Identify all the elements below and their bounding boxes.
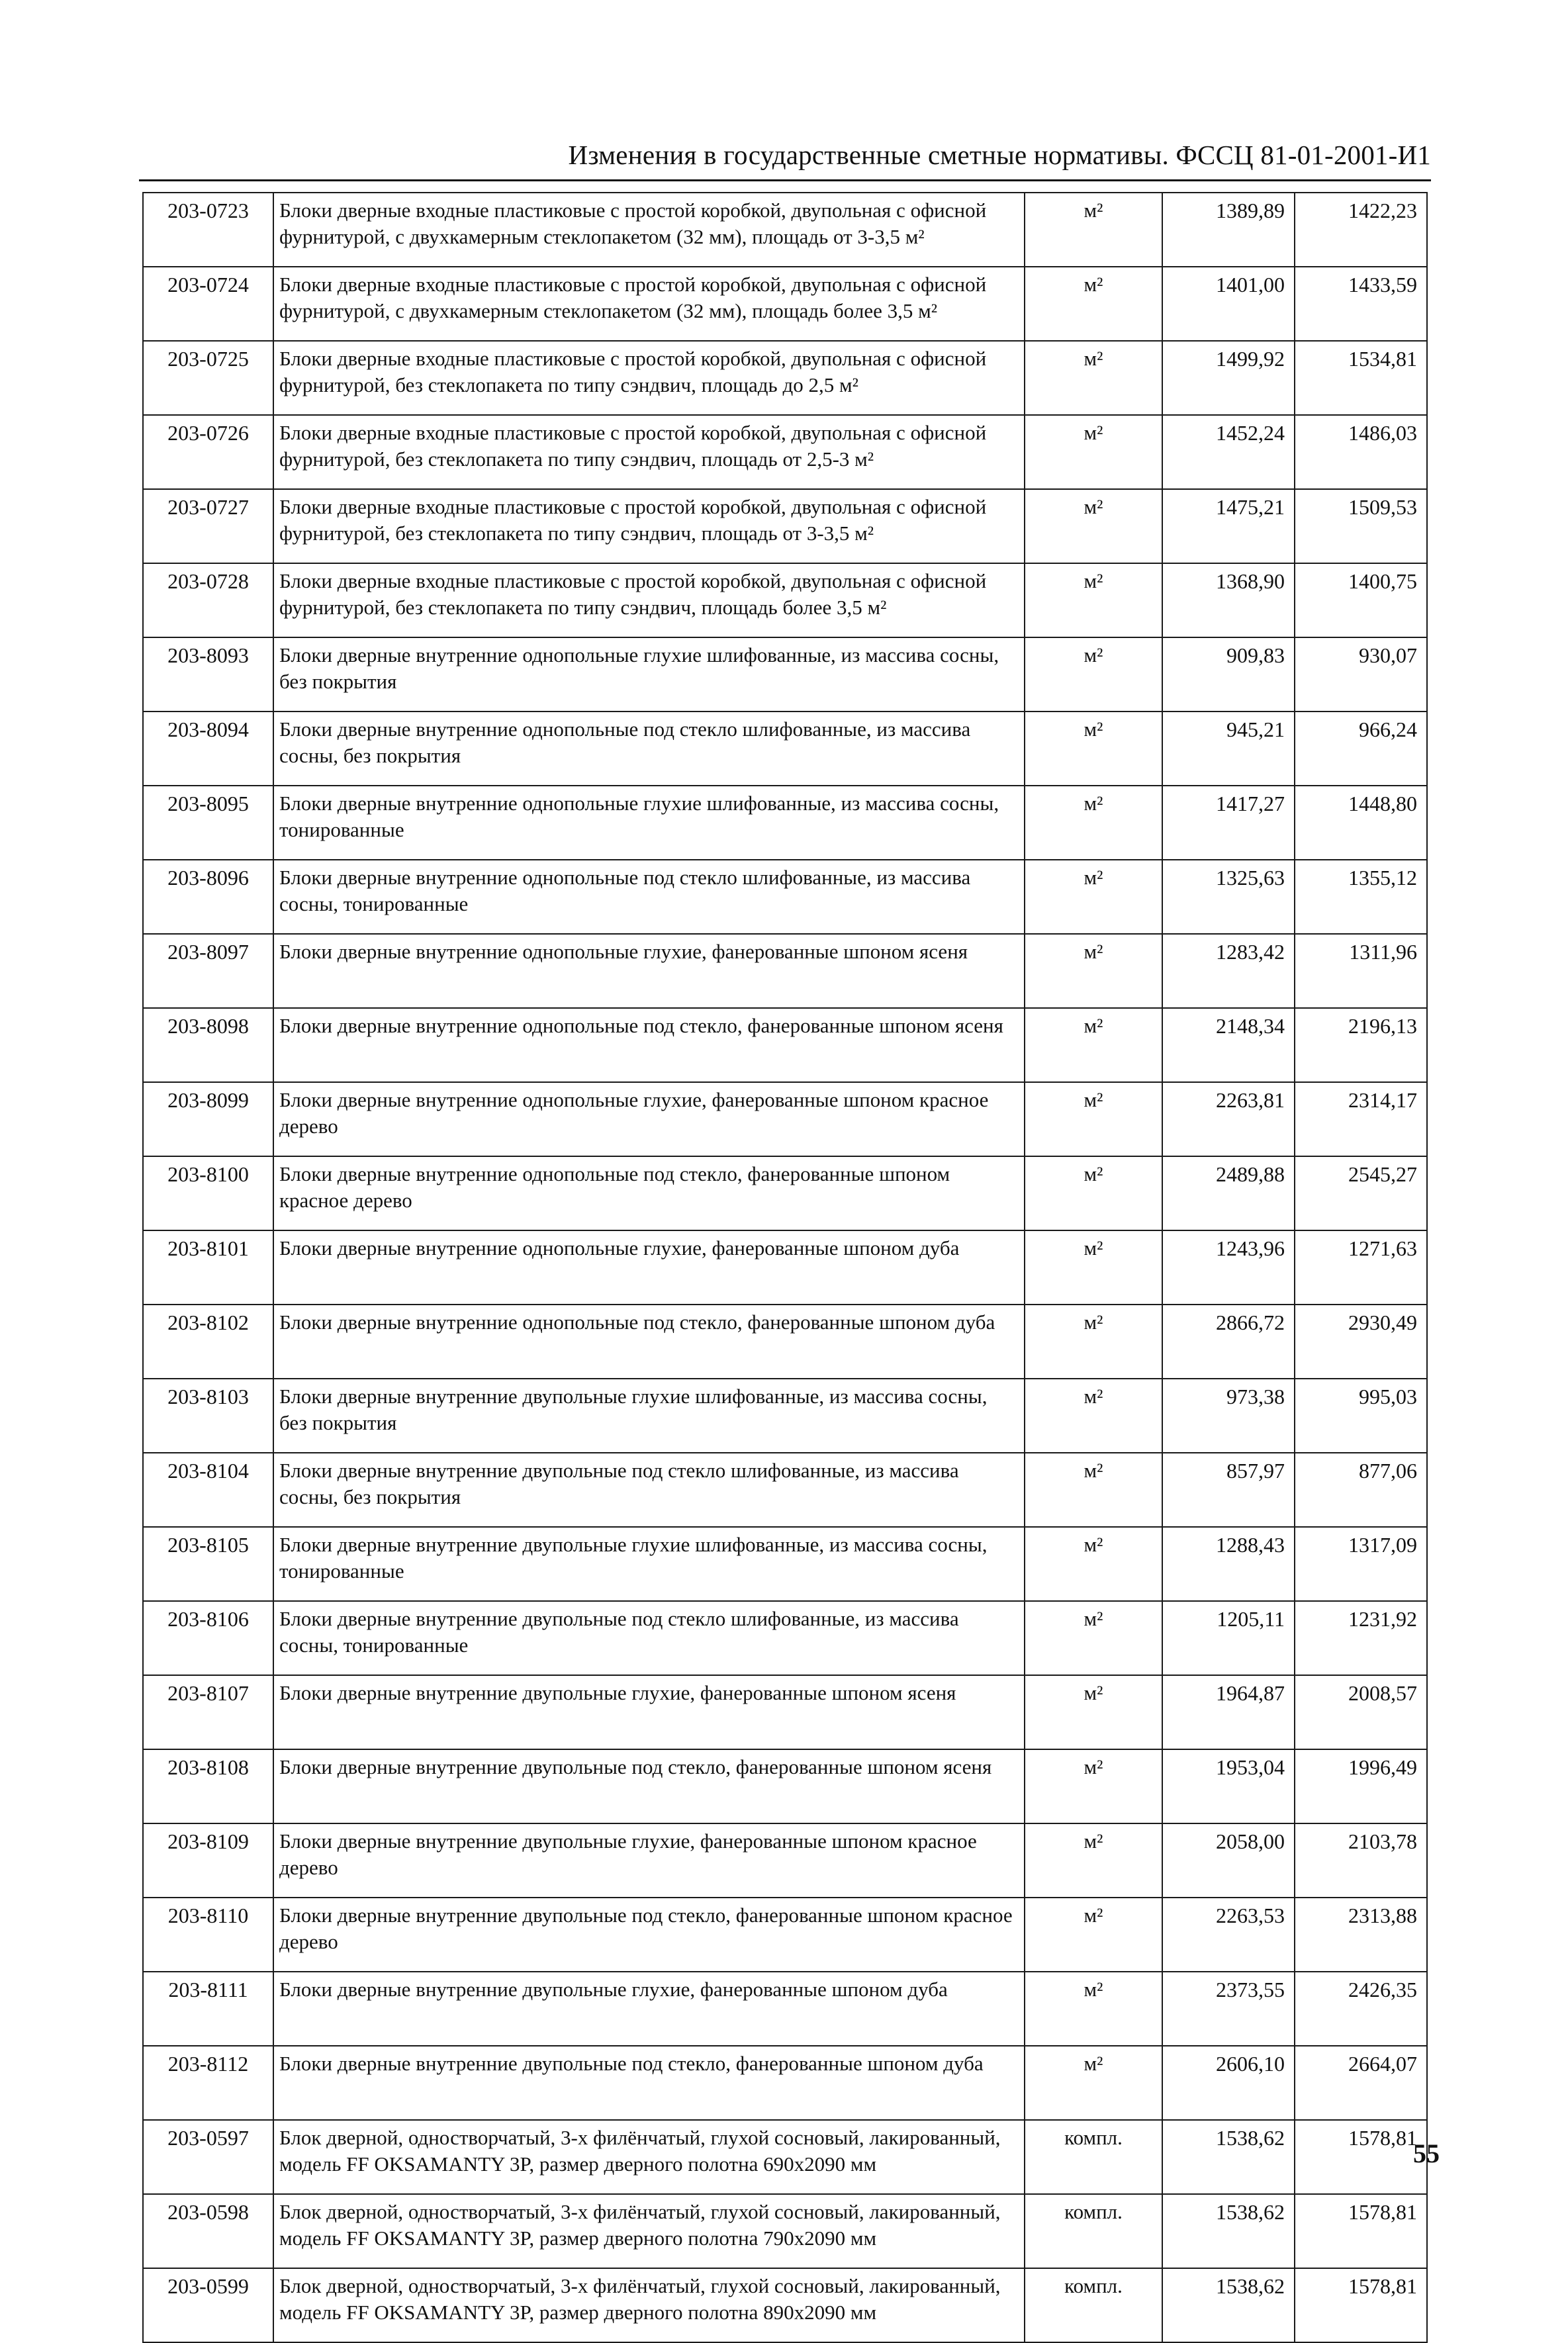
item-price-2: 2196,13 (1295, 1008, 1427, 1082)
item-code: 203-0725 (143, 341, 273, 415)
item-unit: м² (1025, 489, 1162, 563)
item-code: 203-0724 (143, 267, 273, 341)
item-unit: м² (1025, 1675, 1162, 1749)
item-description: Блоки дверные внутренние двупольные глухие шлифованные, из массива сосны, тонированные (273, 1527, 1025, 1601)
item-unit: м² (1025, 1972, 1162, 2046)
item-price-1: 1243,96 (1162, 1230, 1295, 1305)
item-unit: м² (1025, 341, 1162, 415)
table-row (143, 1008, 1427, 1082)
item-price-1: 1288,43 (1162, 1527, 1295, 1601)
item-price-1: 1538,62 (1162, 2120, 1295, 2194)
item-price-1: 1205,11 (1162, 1601, 1295, 1675)
table-row (143, 2046, 1427, 2120)
item-price-1: 1964,87 (1162, 1675, 1295, 1749)
table-row (143, 712, 1427, 786)
item-unit: м² (1025, 1601, 1162, 1675)
item-price-2: 2313,88 (1295, 1898, 1427, 1972)
item-code: 203-0728 (143, 563, 273, 637)
item-unit: м² (1025, 712, 1162, 786)
item-description: Блоки дверные внутренние однопольные под стекло, фанерованные шпоном красное дерево (273, 1156, 1025, 1230)
item-price-2: 1231,92 (1295, 1601, 1427, 1675)
item-code: 203-8110 (143, 1898, 273, 1972)
item-price-2: 1422,23 (1295, 193, 1427, 267)
item-code: 203-0723 (143, 193, 273, 267)
item-code: 203-8095 (143, 786, 273, 860)
item-price-2: 1486,03 (1295, 415, 1427, 489)
item-description: Блоки дверные внутренние однопольные глухие шлифованные, из массива сосны, тонированные (273, 786, 1025, 860)
table-row (143, 1527, 1427, 1601)
item-unit: м² (1025, 1453, 1162, 1527)
item-description: Блоки дверные входные пластиковые с простой коробкой, двупольная с офисной фурнитурой, с двухкамерным стеклопакетом (32 мм), площадь более 3,5 м² (273, 267, 1025, 341)
table-row (143, 1156, 1427, 1230)
item-price-1: 973,38 (1162, 1379, 1295, 1453)
item-code: 203-0727 (143, 489, 273, 563)
item-unit: м² (1025, 563, 1162, 637)
table-row (143, 2120, 1427, 2194)
item-price-1: 1538,62 (1162, 2194, 1295, 2268)
item-price-2: 2426,35 (1295, 1972, 1427, 2046)
item-code: 203-8109 (143, 1823, 273, 1898)
item-price-1: 1499,92 (1162, 341, 1295, 415)
table-row (143, 341, 1427, 415)
item-unit: м² (1025, 267, 1162, 341)
item-price-1: 2489,88 (1162, 1156, 1295, 1230)
item-description: Блоки дверные внутренние однопольные под стекло шлифованные, из массива сосны, тонированные (273, 860, 1025, 934)
table-row (143, 786, 1427, 860)
item-unit: м² (1025, 1082, 1162, 1156)
table-row (143, 415, 1427, 489)
item-unit: м² (1025, 1156, 1162, 1230)
item-price-2: 2103,78 (1295, 1823, 1427, 1898)
item-description: Блок дверной, одностворчатый, 3-х филёнчатый, глухой сосновый, лакированный, модель FF OKSAMANTY 3P, размер дверного полотна 890х2090 мм (273, 2268, 1025, 2342)
item-description: Блоки дверные внутренние однопольные под стекло шлифованные, из массива сосны, без покрытия (273, 712, 1025, 786)
table-row (143, 1898, 1427, 1972)
table-row (143, 1823, 1427, 1898)
item-unit: м² (1025, 786, 1162, 860)
item-unit: м² (1025, 1527, 1162, 1601)
item-price-1: 2263,81 (1162, 1082, 1295, 1156)
item-description: Блоки дверные внутренние однопольные глухие, фанерованные шпоном ясеня (273, 934, 1025, 1008)
item-code: 203-0599 (143, 2268, 273, 2342)
item-price-2: 1271,63 (1295, 1230, 1427, 1305)
item-code: 203-8100 (143, 1156, 273, 1230)
item-description: Блоки дверные внутренние двупольные под стекло, фанерованные шпоном ясеня (273, 1749, 1025, 1823)
item-price-2: 1355,12 (1295, 860, 1427, 934)
item-price-1: 1325,63 (1162, 860, 1295, 934)
item-code: 203-8102 (143, 1305, 273, 1379)
item-description: Блоки дверные входные пластиковые с простой коробкой, двупольная с офисной фурнитурой, без стеклопакета по типу сэндвич, площадь от 3-3,5 м² (273, 489, 1025, 563)
table-row (143, 637, 1427, 712)
item-price-1: 2263,53 (1162, 1898, 1295, 1972)
item-price-2: 1317,09 (1295, 1527, 1427, 1601)
item-price-2: 1509,53 (1295, 489, 1427, 563)
header-divider (139, 179, 1431, 181)
page-number: 55 (1413, 2138, 1440, 2168)
item-code: 203-8098 (143, 1008, 273, 1082)
table-row (143, 1972, 1427, 2046)
item-unit: компл. (1025, 2194, 1162, 2268)
price-table-body (143, 193, 1427, 2342)
item-price-2: 2314,17 (1295, 1082, 1427, 1156)
table-row (143, 1601, 1427, 1675)
item-description: Блоки дверные внутренние двупольные под стекло шлифованные, из массива сосны, тонированные (273, 1601, 1025, 1675)
item-price-2: 995,03 (1295, 1379, 1427, 1453)
item-description: Блок дверной, одностворчатый, 3-х филёнчатый, глухой сосновый, лакированный, модель FF OKSAMANTY 3P, размер дверного полотна 790х2090 мм (273, 2194, 1025, 2268)
item-price-1: 1538,62 (1162, 2268, 1295, 2342)
item-description: Блоки дверные входные пластиковые с простой коробкой, двупольная с офисной фурнитурой, без стеклопакета по типу сэндвич, площадь до 2,5 м² (273, 341, 1025, 415)
table-row (143, 934, 1427, 1008)
item-description: Блоки дверные внутренние однопольные под стекло, фанерованные шпоном дуба (273, 1305, 1025, 1379)
item-description: Блоки дверные входные пластиковые с простой коробкой, двупольная с офисной фурнитурой, с двухкамерным стеклопакетом (32 мм), площадь от 3-3,5 м² (273, 193, 1025, 267)
item-price-2: 2008,57 (1295, 1675, 1427, 1749)
item-price-1: 1417,27 (1162, 786, 1295, 860)
item-code: 203-8094 (143, 712, 273, 786)
item-description: Блоки дверные внутренние двупольные глухие шлифованные, из массива сосны, без покрытия (273, 1379, 1025, 1453)
item-unit: м² (1025, 415, 1162, 489)
item-description: Блоки дверные внутренние двупольные глухие, фанерованные шпоном дуба (273, 1972, 1025, 2046)
item-description: Блоки дверные внутренние однопольные под стекло, фанерованные шпоном ясеня (273, 1008, 1025, 1082)
item-price-2: 1578,81 (1295, 2120, 1427, 2194)
item-description: Блоки дверные внутренние двупольные под стекло шлифованные, из массива сосны, без покрытия (273, 1453, 1025, 1527)
table-row (143, 489, 1427, 563)
item-price-2: 1448,80 (1295, 786, 1427, 860)
table-row (143, 2268, 1427, 2342)
item-code: 203-0726 (143, 415, 273, 489)
item-description: Блоки дверные внутренние двупольные глухие, фанерованные шпоном ясеня (273, 1675, 1025, 1749)
item-unit: м² (1025, 1008, 1162, 1082)
item-price-1: 2606,10 (1162, 2046, 1295, 2120)
table-row (143, 267, 1427, 341)
item-price-2: 1534,81 (1295, 341, 1427, 415)
item-price-1: 1452,24 (1162, 415, 1295, 489)
item-unit: м² (1025, 193, 1162, 267)
item-description: Блоки дверные внутренние однопольные глухие шлифованные, из массива сосны, без покрытия (273, 637, 1025, 712)
item-price-1: 2373,55 (1162, 1972, 1295, 2046)
item-code: 203-8096 (143, 860, 273, 934)
price-table (142, 192, 1428, 2343)
table-row (143, 860, 1427, 934)
item-code: 203-8108 (143, 1749, 273, 1823)
item-price-1: 1401,00 (1162, 267, 1295, 341)
item-price-1: 1475,21 (1162, 489, 1295, 563)
item-unit: компл. (1025, 2120, 1162, 2194)
item-price-1: 945,21 (1162, 712, 1295, 786)
item-code: 203-8093 (143, 637, 273, 712)
item-price-2: 1311,96 (1295, 934, 1427, 1008)
table-row (143, 563, 1427, 637)
item-price-2: 2664,07 (1295, 2046, 1427, 2120)
item-unit: м² (1025, 1898, 1162, 1972)
table-row (143, 1305, 1427, 1379)
item-code: 203-0598 (143, 2194, 273, 2268)
item-price-2: 2545,27 (1295, 1156, 1427, 1230)
item-price-2: 1433,59 (1295, 267, 1427, 341)
item-price-2: 1996,49 (1295, 1749, 1427, 1823)
item-code: 203-8101 (143, 1230, 273, 1305)
item-unit: м² (1025, 1823, 1162, 1898)
table-row (143, 193, 1427, 267)
item-code: 203-8103 (143, 1379, 273, 1453)
table-row (143, 1453, 1427, 1527)
item-price-1: 1283,42 (1162, 934, 1295, 1008)
item-price-2: 1578,81 (1295, 2194, 1427, 2268)
item-unit: м² (1025, 1305, 1162, 1379)
item-unit: м² (1025, 1230, 1162, 1305)
item-price-2: 930,07 (1295, 637, 1427, 712)
item-code: 203-0597 (143, 2120, 273, 2194)
item-price-1: 857,97 (1162, 1453, 1295, 1527)
item-unit: м² (1025, 934, 1162, 1008)
table-row (143, 2194, 1427, 2268)
item-unit: м² (1025, 1749, 1162, 1823)
item-code: 203-8107 (143, 1675, 273, 1749)
page-header: Изменения в государственные сметные нормативы. ФССЦ 81-01-2001-И1 (568, 140, 1431, 170)
table-row (143, 1749, 1427, 1823)
item-price-2: 1578,81 (1295, 2268, 1427, 2342)
item-description: Блоки дверные внутренние однопольные глухие, фанерованные шпоном красное дерево (273, 1082, 1025, 1156)
table-row (143, 1379, 1427, 1453)
item-price-1: 2866,72 (1162, 1305, 1295, 1379)
item-code: 203-8106 (143, 1601, 273, 1675)
item-price-1: 1368,90 (1162, 563, 1295, 637)
item-description: Блоки дверные входные пластиковые с простой коробкой, двупольная с офисной фурнитурой, без стеклопакета по типу сэндвич, площадь более 3,5 м² (273, 563, 1025, 637)
item-description: Блоки дверные внутренние двупольные глухие, фанерованные шпоном красное дерево (273, 1823, 1025, 1898)
item-price-1: 1953,04 (1162, 1749, 1295, 1823)
item-code: 203-8099 (143, 1082, 273, 1156)
item-price-2: 1400,75 (1295, 563, 1427, 637)
item-unit: м² (1025, 1379, 1162, 1453)
item-price-2: 2930,49 (1295, 1305, 1427, 1379)
item-code: 203-8097 (143, 934, 273, 1008)
item-unit: компл. (1025, 2268, 1162, 2342)
item-unit: м² (1025, 2046, 1162, 2120)
item-price-1: 909,83 (1162, 637, 1295, 712)
item-price-1: 1389,89 (1162, 193, 1295, 267)
item-description: Блоки дверные внутренние двупольные под стекло, фанерованные шпоном красное дерево (273, 1898, 1025, 1972)
item-price-2: 877,06 (1295, 1453, 1427, 1527)
item-code: 203-8111 (143, 1972, 273, 2046)
item-description: Блок дверной, одностворчатый, 3-х филёнчатый, глухой сосновый, лакированный, модель FF OKSAMANTY 3P, размер дверного полотна 690х2090 мм (273, 2120, 1025, 2194)
item-price-1: 2148,34 (1162, 1008, 1295, 1082)
item-unit: м² (1025, 637, 1162, 712)
item-code: 203-8105 (143, 1527, 273, 1601)
item-price-2: 966,24 (1295, 712, 1427, 786)
item-code: 203-8112 (143, 2046, 273, 2120)
table-row (143, 1675, 1427, 1749)
item-code: 203-8104 (143, 1453, 273, 1527)
item-description: Блоки дверные внутренние однопольные глухие, фанерованные шпоном дуба (273, 1230, 1025, 1305)
item-description: Блоки дверные входные пластиковые с простой коробкой, двупольная с офисной фурнитурой, без стеклопакета по типу сэндвич, площадь от 2,5-3 м² (273, 415, 1025, 489)
table-row (143, 1230, 1427, 1305)
item-description: Блоки дверные внутренние двупольные под стекло, фанерованные шпоном дуба (273, 2046, 1025, 2120)
item-price-1: 2058,00 (1162, 1823, 1295, 1898)
table-row (143, 1082, 1427, 1156)
item-unit: м² (1025, 860, 1162, 934)
